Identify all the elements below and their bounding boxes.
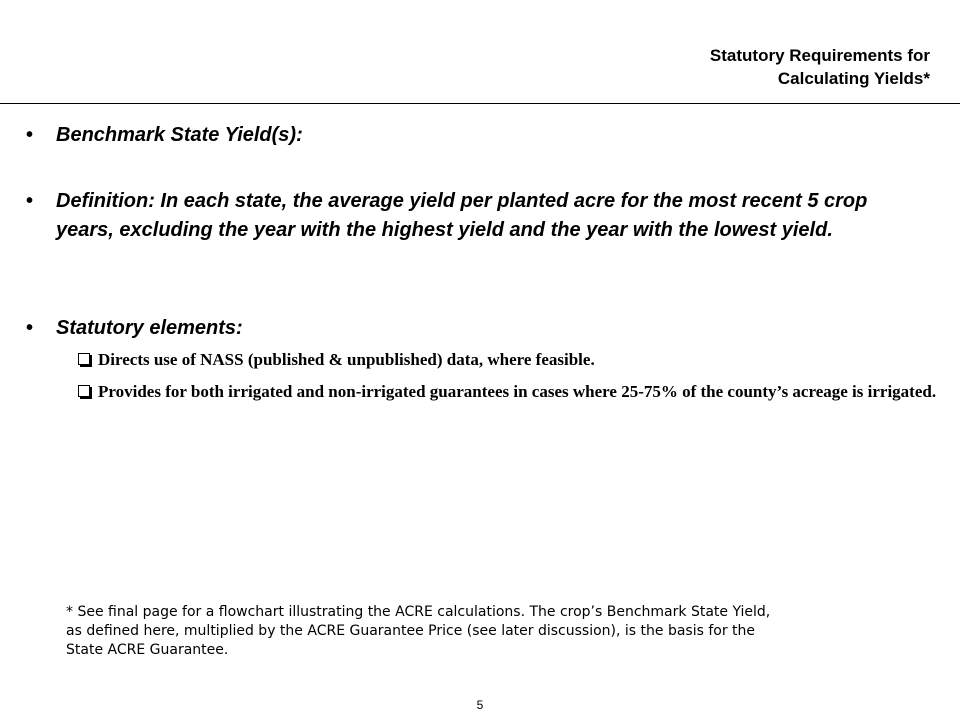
bullet-definition-text: Definition: In each state, the average yield per planted acre for the most recent 5 crop years, excluding the year with the highest yield and the year with the lowest yield. [56, 190, 868, 241]
slide-title-line-2: Calculating Yields* [777, 69, 930, 88]
bullet-marker: • [26, 190, 34, 212]
sub-item-irrigated [78, 379, 938, 404]
bullet-definition [26, 187, 926, 245]
sub-item-irrigated-text: Provides for both irrigated and non-irrigated guarantees in cases where 25-75% of the county’s acreage is irrigated. [98, 382, 937, 401]
bullet-marker: • [26, 124, 34, 146]
bullet-marker: • [26, 317, 34, 339]
bullet-benchmark [26, 121, 926, 150]
checkbox-bullet-icon [78, 385, 90, 397]
sub-item-nass [78, 347, 938, 372]
sub-item-nass-text: Directs use of NASS (published & unpublished) data, where feasible. [98, 350, 595, 369]
footnote: * See final page for a flowchart illustrating the ACRE calculations. The crop’s Benchmark State Yield, as defined here, multiplied by the ACRE Guarantee Price (see later discussion), is the basis for the State ACRE Guarantee. [66, 604, 771, 658]
bullet-statutory-elements-text: Statutory elements: [56, 317, 243, 339]
slide-title [710, 44, 930, 90]
header-divider [0, 103, 960, 104]
slide-title-line-1: Statutory Requirements for [709, 46, 930, 65]
bullet-statutory-elements [26, 314, 926, 343]
checkbox-bullet-icon [78, 353, 90, 365]
page-number: 5 [476, 698, 484, 712]
bullet-benchmark-text: Benchmark State Yield(s): [56, 124, 303, 146]
